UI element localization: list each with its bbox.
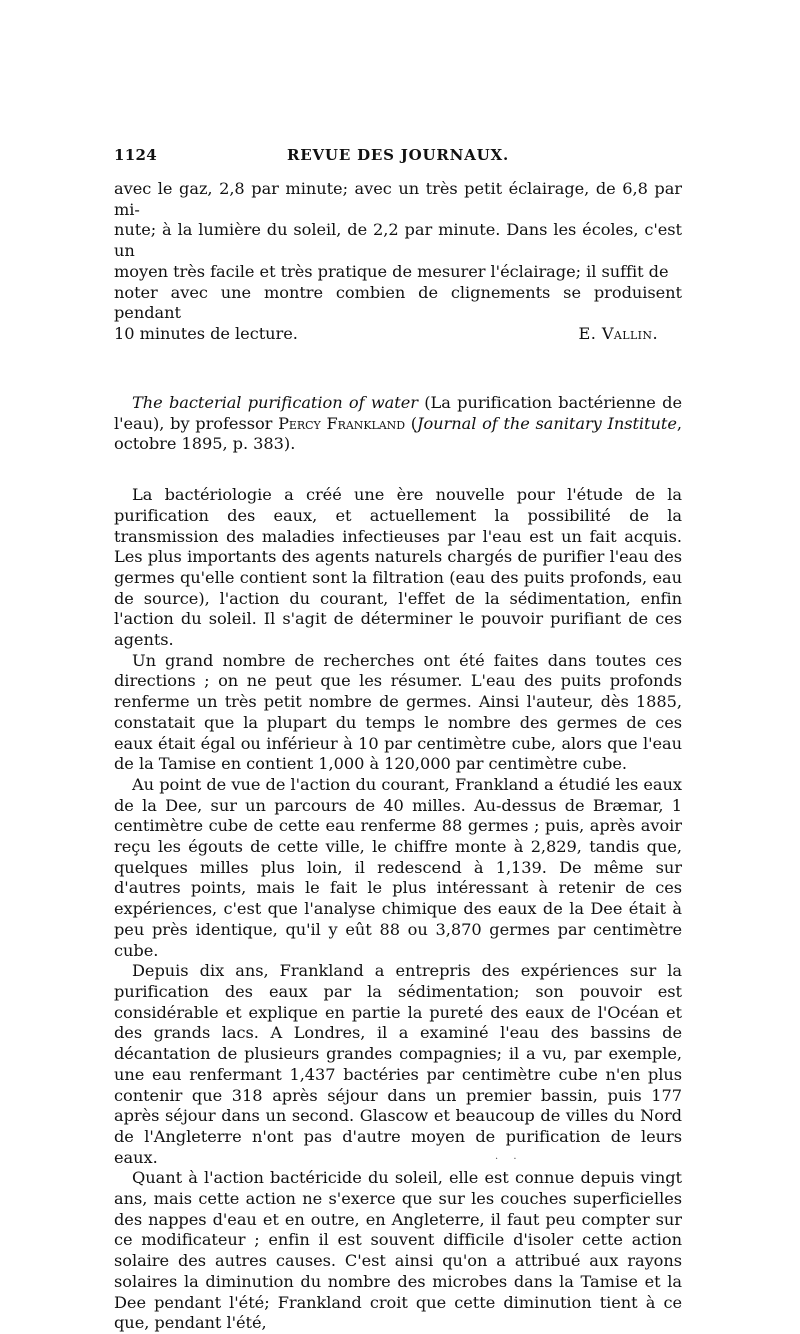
- article-paragraph: Depuis dix ans, Frankland a entrepris des expériences sur la purification des eaux par la sédimentation; son pouvoir est considérable et explique en partie la pureté des eaux de l'Océan et des grands lacs. A Londres, il a examiné l'eau des bassins de décantation de plusieurs grandes compagnies; il a vu, par exemple, une eau renfermant 1,437 bactéries par centimètre cube n'en plus contenir que 318 après séjour dans un premier bassin, puis 177 après séjour dans un second. Glascow et beaucoup de villes du Nord de l'Angleterre n'ont pas d'autre moyen de purification de leurs eaux.: [114, 961, 682, 1167]
- article-paragraph: Un grand nombre de recherches ont été faites dans toutes ces directions ; on ne peut que les résumer. L'eau des puits profonds renferme un très petit nombre de germes. Ainsi l'auteur, dès 1885, constatait que la plupart du temps le nombre des germes de ces eaux était égal ou inférieur à 10 par centimètre cube, alors que l'eau de la Tamise en contient 1,000 à 120,000 par centimètre cube.: [114, 650, 682, 774]
- text-column: [114, 145, 682, 1334]
- author-signature: E. Vallin.: [578, 323, 658, 343]
- running-header: [114, 145, 682, 169]
- section-spacer: [114, 345, 682, 377]
- previous-article-line: moyen très facile et très pratique de mesurer l'éclairage; il suffit de: [114, 261, 669, 281]
- article-citation: [114, 393, 682, 455]
- previous-article-line: nute; à la lumière du soleil, de 2,2 par minute. Dans les écoles, c'est un: [114, 220, 682, 261]
- journal-name: Journal of the sanitary Institute: [417, 413, 677, 433]
- journal-open: (: [405, 413, 418, 433]
- printer-dot-marks: · ·: [495, 1154, 523, 1165]
- article-title-english: The bacterial purification of water: [132, 392, 418, 412]
- page-number: 1124: [114, 146, 157, 164]
- previous-article-line: noter avec une montre combien de clignements se produisent pendant: [114, 282, 682, 323]
- article-paragraph: Quant à l'action bactéricide du soleil, elle est connue depuis vingt ans, mais cette action ne s'exerce que sur les couches superficielles des nappes d'eau et en outre, en Angleterre, il faut peu compter sur ce modificateur ; enfin il est souvent difficile d'isoler cette action solaire des autres causes. C'est ainsi qu'on a attribué aux rayons solaires la diminution du nombre des microbes dans la Tamise et la Dee pendant l'été; Frankland croit que cette diminution tient à ce que, pendant l'été,: [114, 1168, 682, 1333]
- article-title-french: (La purification bactérienne de l'eau), by professor: [114, 392, 682, 433]
- article-paragraph: Au point de vue de l'action du courant, Frankland a étudié les eaux de la Dee, sur un parcours de 40 milles. Au-dessus de Bræmar, 1 centimètre cube de cette eau renferme 88 germes ; puis, après avoir reçu les égouts de cette ville, le chiffre monte à 2,829, tandis que, quelques milles plus loin, il redescend à 1,139. De même sur d'autres points, mais le fait le plus intéressant à retenir de ces expériences, c'est que l'analyse chimique des eaux de la Dee était à peu près identique, qu'il y eût 88 ou 3,870 germes par centimètre cube.: [114, 774, 682, 960]
- paragraph-spacer: [114, 471, 682, 485]
- previous-article-line: avec le gaz, 2,8 par minute; avec un très petit éclairage, de 6,8 par mi-: [114, 179, 682, 219]
- previous-article-ending: 10 minutes de lecture.: [114, 323, 298, 343]
- previous-article-final-line: [114, 324, 682, 345]
- journal-date-pages: , octobre 1895, p. 383).: [114, 413, 682, 454]
- article-author: Percy Frankland: [278, 413, 406, 433]
- article-paragraph: La bactériologie a créé une ère nouvelle pour l'étude de la purification des eaux, et actuellement la possibilité de la transmission des maladies infectieuses par l'eau est un fait acquis. Les plus importants des agents naturels chargés de purifier l'eau des germes qu'elle contient sont la filtration (eau des puits profonds, eau de source), l'action du courant, l'effet de la sédimentation, enfin l'action du soleil. Il s'agit de déterminer le pouvoir purifiant de ces agents.: [114, 485, 682, 650]
- journal-title: REVUE DES JOURNAUX.: [287, 146, 509, 164]
